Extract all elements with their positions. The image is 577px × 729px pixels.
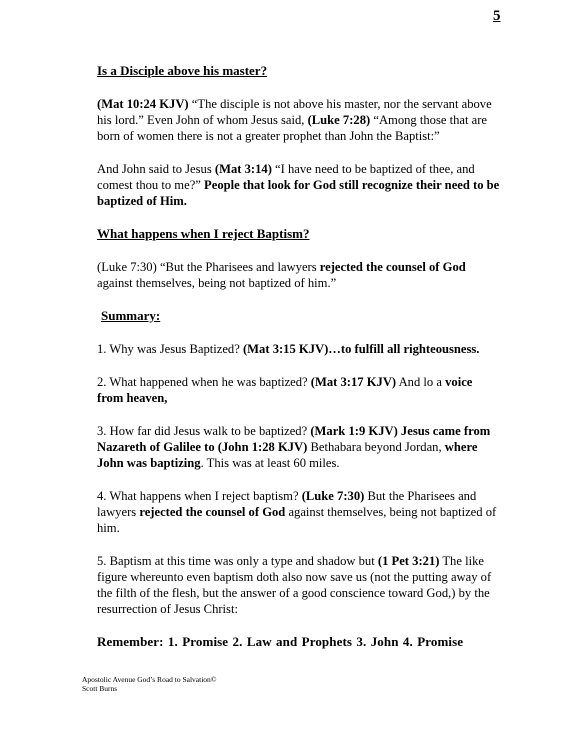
summary-item-2 [97, 374, 501, 406]
emphasis-text: where John was baptizing [97, 440, 478, 470]
scripture-ref: (Luke 7:30) [301, 489, 365, 503]
scripture-ref: (Mat 10:24 KJV) [97, 97, 189, 111]
emphasis-text: (Mark 1:9 KJV) Jesus came from Nazareth of Galilee to (John 1:28 KJV) [97, 424, 491, 454]
paragraph-mat-3-14 [97, 161, 501, 209]
paragraph-text: 5. Baptism at this time was only a type and shadow but [97, 554, 378, 568]
paragraph-text: 3. How far did Jesus walk to be baptized? [97, 424, 311, 438]
paragraph-text: “The disciple is not above his master, nor the servant above his lord.” Even John of whom Jesus said, [97, 97, 492, 127]
paragraph-text: (Luke 7:30) “But the Pharisees and lawyers [97, 260, 320, 274]
footer [82, 675, 217, 693]
heading-summary: Summary: [101, 308, 161, 323]
emphasis-text: rejected the counsel of God [139, 505, 286, 519]
document-body [97, 63, 501, 667]
paragraph-text: The like figure whereunto even baptism doth also now save us (not the putting away of the filth of the flesh, but the answer of a good conscience toward God,) by the resurrection of Jesus Christ: [97, 554, 492, 616]
summary-item-5 [97, 553, 501, 617]
scripture-ref: (1 Pet 3:21) [377, 554, 440, 568]
emphasis-text: rejected the counsel of God [319, 260, 466, 274]
paragraph-mat-10-24 [97, 96, 501, 144]
paragraph-text: against themselves, being not baptized of him.” [97, 276, 337, 290]
remember-line: Remember: 1. Promise 2. Law and Prophets 3. John 4. Promise [97, 634, 464, 649]
scripture-ref: (Mat 3:17 KJV) [310, 375, 397, 389]
paragraph-text: 4. What happens when I reject baptism? [97, 489, 302, 503]
summary-item-1 [97, 341, 501, 357]
summary-item-4 [97, 488, 501, 536]
paragraph-text: But the Pharisees and lawyers [97, 489, 477, 519]
paragraph-text: And John said to Jesus [97, 162, 215, 176]
page-number: 5 [493, 8, 501, 24]
paragraph-luke-7-30 [97, 259, 501, 291]
scripture-ref: (Luke 7:28) [307, 113, 371, 127]
footer-author: Scott Burns [82, 684, 118, 693]
heading-reject-baptism: What happens when I reject Baptism? [97, 226, 310, 241]
summary-item-3 [97, 423, 501, 471]
paragraph-text: Bethabara beyond Jordan, [307, 440, 445, 454]
footer-title: Apostolic Avenue God’s Road to Salvation© [82, 675, 217, 684]
paragraph-text: “I have need to be baptized of thee, and comest thou to me?” [97, 162, 475, 192]
heading-disciple-above-master: Is a Disciple above his master? [97, 63, 268, 78]
scripture-ref: (Mat 3:14) [214, 162, 272, 176]
paragraph-text: against themselves, being not baptized of him. [97, 505, 497, 535]
paragraph-text: 1. Why was Jesus Baptized? [97, 342, 243, 356]
paragraph-text: And lo a [396, 375, 446, 389]
emphasis-text: (Mat 3:15 KJV)…to fulfill all righteousness. [242, 342, 480, 356]
paragraph-text: “Among those that are born of women there is not a greater prophet than John the Baptist:” [97, 113, 488, 143]
emphasis-text: voice from heaven, [97, 375, 473, 405]
emphasis-text: People that look for God still recognize their need to be baptized of Him. [97, 178, 500, 208]
paragraph-text: . This was at least 60 miles. [200, 456, 340, 470]
paragraph-text: 2. What happened when he was baptized? [97, 375, 311, 389]
